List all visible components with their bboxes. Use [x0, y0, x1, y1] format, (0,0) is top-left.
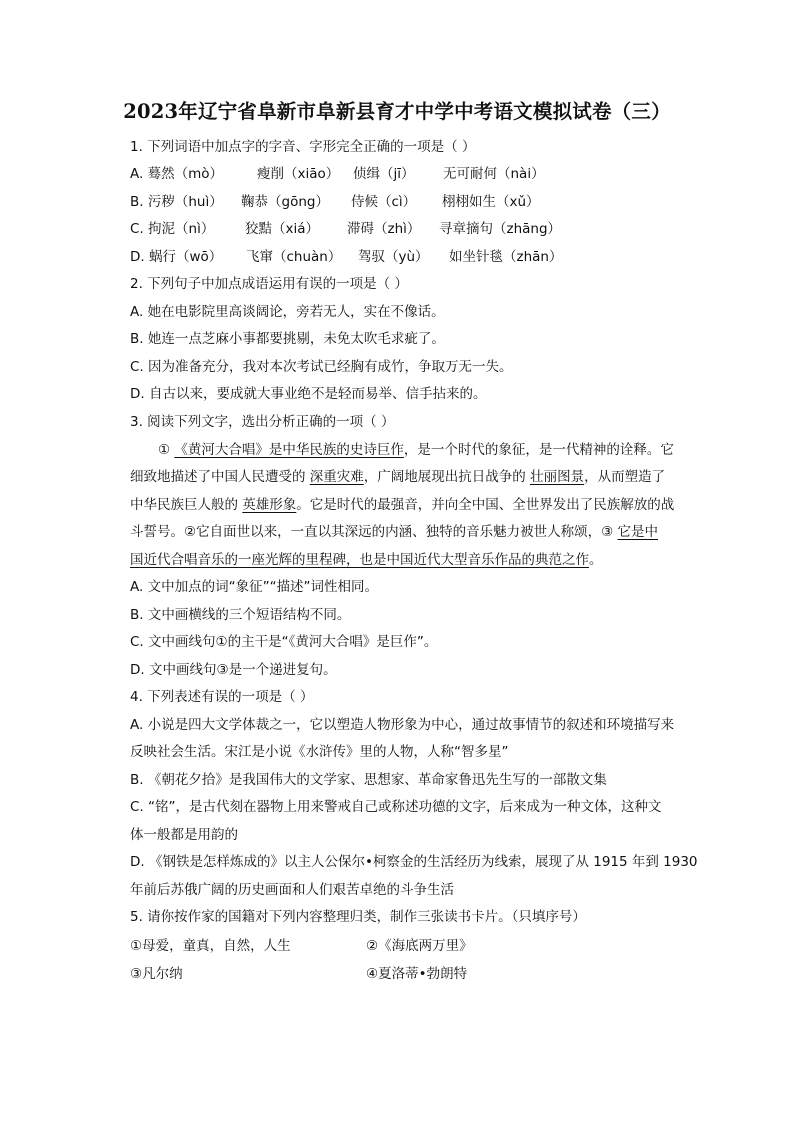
q4-option-b: B. 《朝花夕拾》是我国伟大的文学家、思想家、革命家鲁迅先生写的一部散文集 — [130, 772, 607, 788]
q1-option-a-3: 侦缉（jī） — [353, 166, 415, 182]
q5-item-4: ④夏洛蒂•勃朗特 — [366, 966, 468, 982]
q3-passage-text: 斗誓号。②它自面世以来，一直以其深远的内涵、独特的音乐魅力被世人称颂，③ — [130, 524, 614, 540]
q2-option-c: C. 因为准备充分，我对本次考试已经胸有成竹，争取万无一失。 — [130, 359, 513, 375]
q1-option-c-2: 狡黠（xiá） — [245, 221, 320, 237]
q1-option-c-3: 滞碍（zhì） — [347, 221, 421, 237]
q3-option-b: B. 文中画横线的三个短语结构不同。 — [130, 607, 351, 623]
q4-option-d-line-1: D. 《钢铁是怎样炼成的》以主人公保尔•柯察金的生活经历为线索，展现了从 1915 年到 1930 — [130, 854, 698, 870]
q1-option-d-4: 如坐针毯（zhān） — [449, 249, 563, 265]
q3-passage-text: 。 — [589, 552, 603, 568]
q1-option-d-2: 飞窜（chuàn） — [246, 249, 342, 265]
q1-option-c-4: 寻章摘句（zhāng） — [439, 221, 562, 237]
underlined-sentence-3: 它是中 — [617, 524, 659, 540]
q3-option-a: A. 文中加点的词“象征”“描述”词性相同。 — [130, 579, 379, 595]
q3-passage-text: ，从而塑造了 — [584, 469, 666, 485]
underlined-phrase-1: 深重灾难 — [309, 469, 364, 485]
q3-passage-text: ① — [158, 442, 171, 458]
q1-option-d-3: 驾驭（yù） — [358, 249, 429, 265]
underlined-phrase-3: 英雄形象 — [242, 497, 297, 513]
q2-option-b: B. 她连一点芝麻小事都要挑剔，未免太吹毛求疵了。 — [130, 331, 445, 347]
underlined-sentence-3-cont: 国近代合唱音乐的一座光辉的里程碑，也是中国近代大型音乐作品的典范之作 — [130, 552, 589, 568]
underlined-sentence-1: 《黄河大合唱》是中华民族的史诗巨作 — [174, 442, 404, 458]
q3-passage-line-5 — [130, 551, 603, 569]
page-title: 2023年辽宁省阜新市阜新县育才中学中考语文模拟试卷（三） — [123, 100, 671, 123]
q3-passage-line-4 — [130, 523, 658, 541]
q5-item-1: ①母爱，童真，自然，人生 — [130, 938, 291, 954]
q2-stem: 2. 下列句子中加点成语运用有误的一项是（ ） — [130, 276, 408, 292]
q4-stem: 4. 下列表述有误的一项是（ ） — [130, 689, 314, 705]
q5-item-2: ②《海底两万里》 — [366, 938, 473, 954]
q3-passage-text: 中华民族巨人般的 — [130, 497, 238, 513]
q3-option-c: C. 文中画线句①的主干是“《黄河大合唱》是巨作”。 — [130, 634, 438, 650]
q1-option-b-2: 鞠恭（gōng） — [241, 194, 329, 210]
q3-passage-line-1 — [158, 441, 674, 459]
q4-option-a-line-1: A. 小说是四大文学体裁之一，它以塑造人物形象为中心，通过故事情节的叙述和环境描写来 — [130, 717, 675, 733]
q1-option-a-2: 瘦削（xiāo） — [257, 166, 340, 182]
q2-option-a: A. 她在电影院里高谈阔论，旁若无人，实在不像话。 — [130, 304, 445, 320]
q1-stem: 1. 下列词语中加点字的字音、字形完全正确的一项是（ ） — [130, 139, 476, 155]
q1-option-d-1: D. 蜗行（wō） — [130, 249, 223, 265]
q3-passage-text: 细致地描述了中国人民遭受的 — [130, 469, 306, 485]
q1-option-c-1: C. 拘泥（nì） — [130, 221, 215, 237]
q5-stem: 5. 请你按作家的国籍对下列内容整理归类，制作三张读书卡片。（只填序号） — [130, 909, 586, 925]
q3-stem: 3. 阅读下列文字，选出分析正确的一项（ ） — [130, 414, 395, 430]
q3-passage-line-2 — [130, 468, 665, 486]
q1-option-b-4: 栩栩如生（xǔ） — [442, 194, 540, 210]
q4-option-c-line-1: C. “铭”，是古代刻在器物上用来警戒自己或称述功德的文字，后来成为一种文体，这种文 — [130, 799, 662, 815]
q2-option-d: D. 自古以来，要成就大事业绝不是轻而易举、信手拈来的。 — [130, 386, 487, 402]
q5-item-3: ③凡尔纳 — [130, 966, 183, 982]
q3-passage-text: ，广阔地展现出抗日战争的 — [363, 469, 526, 485]
underlined-phrase-2: 壮丽图景 — [530, 469, 585, 485]
q3-option-d: D. 文中画线句③是一个递进复句。 — [130, 662, 337, 678]
q3-passage-line-3 — [130, 496, 674, 514]
q1-option-b-1: B. 污秽（huì） — [130, 194, 223, 210]
q3-passage-text: ，是一个时代的象征，是一代精神的诠释。它 — [403, 442, 674, 458]
q1-option-a-4: 无可耐何（nài） — [443, 166, 545, 182]
q1-option-b-3: 侍候（cì） — [351, 194, 417, 210]
q3-passage-text: 。它是时代的最强音，并向全中国、全世界发出了民族解放的战 — [296, 497, 675, 513]
q4-option-a-line-2: 反映社会生活。宋江是小说《水浒传》里的人物，人称“智多星” — [130, 744, 509, 760]
q4-option-d-line-2: 年前后苏俄广阔的历史画面和人们艰苦卓绝的斗争生活 — [130, 882, 454, 898]
q4-option-c-line-2: 体一般都是用韵的 — [130, 827, 238, 843]
q1-option-a-1: A. 蓦然（mò） — [130, 166, 223, 182]
